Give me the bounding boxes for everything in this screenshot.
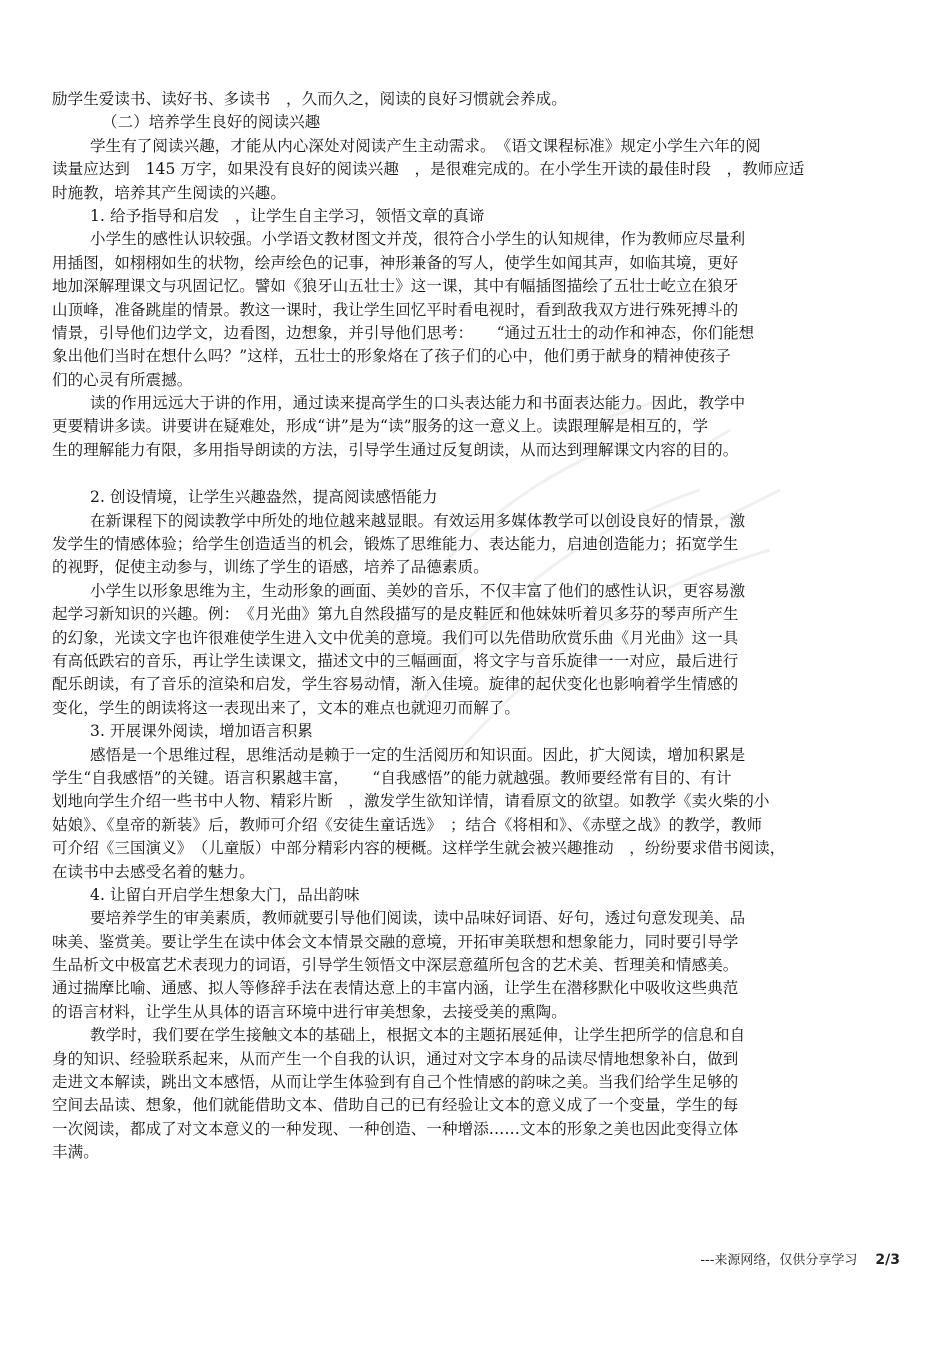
text-line: 身的知识、经验联系起来，从而产生一个自我的认识，通过对文字本身的品读尽情地想象补白，做到	[52, 1049, 739, 1068]
text-line: 发学生的情感体验；给学生创造适当的机会，锻炼了思维能力、表达能力，启迪创造能力；拓宽学生	[52, 535, 739, 554]
section-heading: （二）培养学生良好的阅读兴趣	[102, 113, 321, 132]
subsection-heading: 3. 开展课外阅读，增加语言积累	[90, 722, 313, 741]
text-line: 用插图，如栩栩如生的状物，绘声绘色的记事，神形兼备的写人，使学生如闻其声，如临其境，更好	[52, 253, 739, 272]
subsection-heading: 1. 给予指导和启发 ，让学生自主学习，领悟文章的真谛	[90, 206, 485, 225]
text-line: 划地向学生介绍一些书中人物、精彩片断 ，激发学生欲知详情，请看原文的欲望。如教学《卖火柴的小	[52, 792, 770, 811]
source-note: ---来源网络，仅供分享学习	[700, 1253, 858, 1268]
text-line: 小学生的感性认识较强。小学语文教材图文并茂，很符合小学生的认知规律，作为教师应尽量利	[90, 230, 746, 249]
text-line: 一次阅读，都成了对文本意义的一种发现、一种创造、一种增添……文本的形象之美也因此变得立体	[52, 1119, 739, 1138]
text-line: 通过揣摩比喻、通感、拟人等修辞手法在表情达意上的丰富内涵，让学生在潜移默化中吸收这些典范	[52, 979, 739, 998]
text-line: 们的心灵有所震撼。	[52, 370, 193, 389]
text-line: 要培养学生的审美素质，教师就要引导他们阅读，读中品味好词语、好句，透过句意发现美、品	[90, 909, 746, 928]
text-line: 可介绍《三国演义》 （儿童版）中部分精彩内容的梗概。这样学生就会被兴趣推动 ，纷纷要求借书阅读，	[52, 839, 786, 858]
text-line: 读量应达到 145 万字，如果没有良好的阅读兴趣 ，是很难完成的。在小学生开读的最佳时段 ，教师应适	[52, 160, 805, 179]
text-line: 空间去品读、想象，他们就能借助文本、借助自己的已有经验让文本的意义成了一个变量，学生的每	[52, 1096, 739, 1115]
text-line: 感悟是一个思维过程，思维活动是赖于一定的生活阅历和知识面。因此，扩大阅读，增加积累是	[90, 745, 746, 764]
text-line: 变化，学生的朗读将这一表现出来了，文本的难点也就迎刃而解了。	[52, 698, 521, 717]
text-line: 励学生爱读书、读好书、多读书 ，久而久之，阅读的良好习惯就会养成。	[52, 90, 567, 108]
text-line: 的语言材料，让学生从具体的语言环境中进行审美想象，去接受美的熏陶。	[52, 1002, 567, 1021]
document-body	[52, 88, 902, 1165]
text-line: 地加深解理课文与巩固记忆。譬如《狼牙山五壮士》这一课，其中有幅插图描绘了五壮士屹立在狼牙	[52, 277, 739, 296]
subsection-heading: 4. 让留白开启学生想象大门，品出韵味	[90, 885, 360, 904]
text-line: 学生“自我感悟”的关键。语言积累越丰富， “自我感悟”的能力就越强。教师要经常有目的、有计	[52, 768, 732, 787]
text-line: 的视野，促使主动参与，训练了学生的语感，培养了品德素质。	[52, 558, 489, 577]
text-line: 象出他们当时在想什么吗？”这样，五壮士的形象烙在了孩子们的心中，他们勇于献身的精神使孩子	[52, 347, 731, 366]
text-line: 配乐朗读，有了音乐的渲染和启发，学生容易动情，渐入佳境。旋律的起伏变化也影响着学生情感的	[52, 675, 739, 694]
text-line: 走进文本解读，跳出文本感悟，从而让学生体验到有自己个性情感的韵味之美。当我们给学生足够的	[52, 1073, 739, 1092]
text-line: 山顶峰，准备跳崖的情景。教这一课时，我让学生回忆平时看电视时，看到敌我双方进行殊死搏斗的	[52, 300, 739, 319]
text-line: 起学习新知识的兴趣。例： 《月光曲》第九自然段描写的是皮鞋匠和他妹妹听着贝多芬的琴声所产生	[52, 605, 739, 624]
text-line: 情景，引导他们边学文，边看图，边想象，并引导他们思考： “通过五壮士的动作和神态，你们能想	[52, 323, 755, 342]
text-line: 在新课程下的阅读教学中所处的地位越来越显眼。有效运用多媒体教学可以创设良好的情景，激	[90, 511, 746, 530]
text-line: 在读书中去感受名着的魅力。	[52, 862, 255, 881]
text-line: 丰满。	[52, 1143, 99, 1162]
text-line: 更要精讲多读。讲要讲在疑难处，形成“讲”是为“读”服务的这一意义上。读跟理解是相互的，学	[52, 417, 709, 436]
text-line: 味美、鉴赏美。要让学生在读中体会文本情景交融的意境，开拓审美联想和想象能力，同时要引导学	[52, 932, 739, 951]
text-line: 生品析文中极富艺术表现力的词语，引导学生领悟文中深层意蕴所包含的艺术美、哲理美和情感美。	[52, 956, 739, 975]
subsection-heading: 2. 创设情境，让学生兴趣盎然，提高阅读感悟能力	[90, 488, 438, 507]
page-number: 2/3	[875, 1252, 900, 1268]
text-line: 姑娘》、《皇帝的新装》后，教师可介绍《安徒生童话选》 ；结合《将相和》、《赤壁之战》的教学，教师	[52, 815, 763, 834]
text-line: 学生有了阅读兴趣，才能从内心深处对阅读产生主动需求。 《语文课程标准》规定小学生六年的阅	[90, 136, 761, 155]
page-footer	[0, 1249, 900, 1268]
text-line: 教学时，我们要在学生接触文本的基础上，根据文本的主题拓展延伸，让学生把所学的信息和自	[90, 1026, 746, 1045]
text-line: 的幻象，光读文字也许很难使学生进入文中优美的意境。我们可以先借助欣赏乐曲《月光曲》这一具	[52, 628, 739, 647]
text-line: 有高低跌宕的音乐，再让学生读课文，描述文中的三幅画面，将文字与音乐旋律一一对应，最后进行	[52, 651, 739, 670]
text-line: 小学生以形象思维为主，生动形象的画面、美妙的音乐，不仅丰富了他们的感性认识，更容易激	[90, 581, 746, 600]
text-line: 时施教，培养其产生阅读的兴趣。	[52, 183, 287, 202]
text-line: 生的理解能力有限，多用指导朗读的方法，引导学生通过反复朗读，从而达到理解课文内容的目的。	[52, 440, 739, 459]
text-line: 读的作用远远大于讲的作用，通过读来提高学生的口头表达能力和书面表达能力。因此，教学中	[90, 394, 746, 413]
